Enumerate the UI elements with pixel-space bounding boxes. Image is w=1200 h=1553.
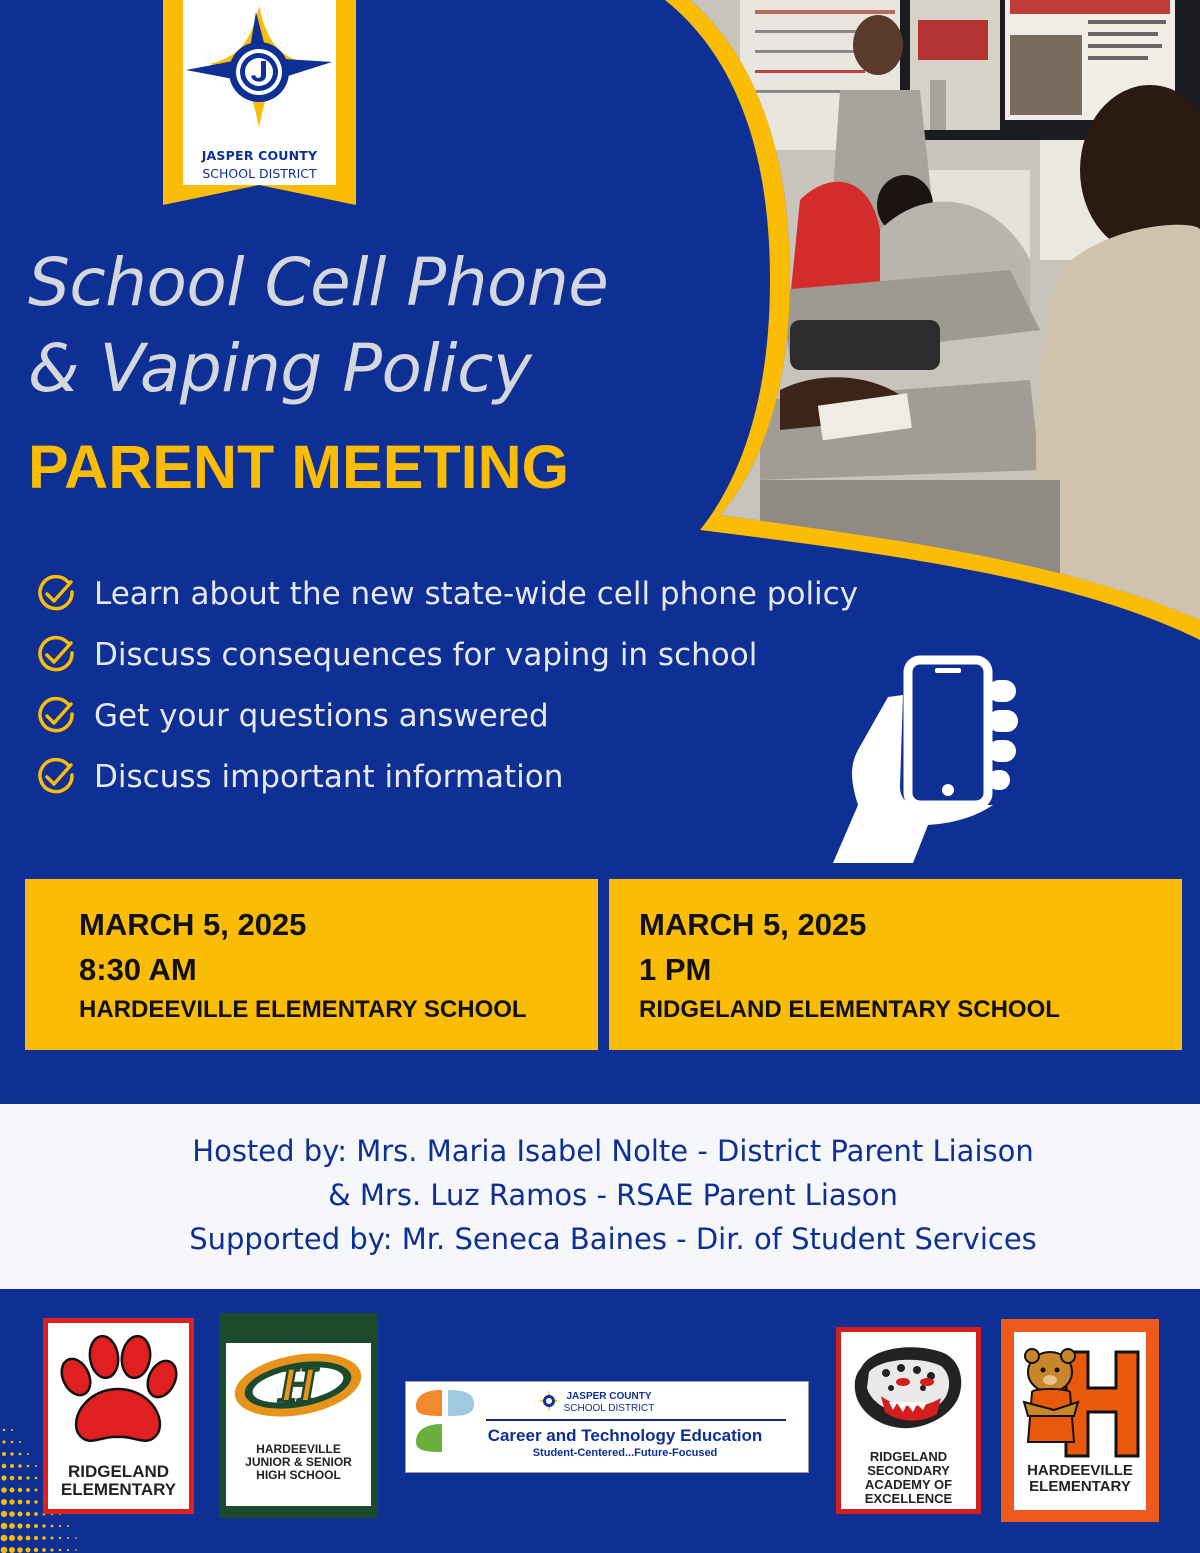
event-time: 1 PM xyxy=(639,952,712,987)
page-title-line2: & Vaping Policy xyxy=(28,330,532,407)
jaguar-head-icon xyxy=(841,1338,976,1438)
hardeeville-elementary-panel xyxy=(1014,1332,1146,1510)
check-circle-icon xyxy=(36,574,76,614)
hardeeville-h-emblem-icon xyxy=(226,1343,371,1433)
bullet-text: Discuss important information xyxy=(94,758,564,795)
bullet-text: Get your questions answered xyxy=(94,697,549,734)
bullet-item xyxy=(36,624,896,685)
page-title-line1: School Cell Phone xyxy=(28,244,609,321)
hosted-by-line: Hosted by: Mrs. Maria Isabel Nolte - District Parent Liaison xyxy=(192,1134,1034,1168)
cte-title: Career and Technology Education xyxy=(487,1426,763,1445)
supported-by-line: Supported by: Mr. Seneca Baines - Dir. of Student Services xyxy=(189,1222,1037,1256)
rsae-line1: RIDGELAND xyxy=(869,1449,948,1464)
check-circle-icon xyxy=(36,635,76,675)
svg-text:H: H xyxy=(278,1356,318,1412)
event-location: RIDGELAND ELEMENTARY SCHOOL xyxy=(639,996,1060,1023)
bullet-item xyxy=(36,685,896,746)
event-time: 8:30 AM xyxy=(79,952,197,987)
hardeeville-jshs-line1: HARDEEVILLE xyxy=(256,1442,341,1456)
district-name-line2: SCHOOL DISTRICT xyxy=(202,166,317,181)
event-card-ridgeland xyxy=(609,879,1182,1050)
ridgeland-elementary-line2: ELEMENTARY xyxy=(60,1480,177,1499)
co-host-line: & Mrs. Luz Ramos - RSAE Parent Liason xyxy=(328,1178,898,1212)
event-date: MARCH 5, 2025 xyxy=(639,907,867,942)
paw-print-icon xyxy=(48,1331,189,1451)
rsae-logo xyxy=(836,1327,981,1514)
event-location: HARDEEVILLE ELEMENTARY SCHOOL xyxy=(79,996,527,1023)
ridgeland-elementary-line1: RIDGELAND xyxy=(67,1462,170,1481)
rsae-line3: ACADEMY OF xyxy=(864,1477,953,1492)
hardeeville-jshs-line3: HIGH SCHOOL xyxy=(256,1468,341,1482)
career-technology-education-logo xyxy=(405,1381,809,1473)
hosts-section xyxy=(0,1104,1200,1289)
meeting-subtitle: PARENT MEETING xyxy=(28,433,570,501)
event-card-hardeeville xyxy=(25,879,598,1050)
cte-tagline: Student-Centered...Future-Focused xyxy=(532,1447,718,1459)
cte-divider xyxy=(486,1419,786,1421)
rsae-line2: SECONDARY xyxy=(867,1463,950,1478)
bullet-text: Discuss consequences for vaping in school xyxy=(94,636,758,673)
bullet-item xyxy=(36,746,896,807)
ridgeland-elementary-logo xyxy=(43,1318,194,1514)
hardeeville-elementary-line2: ELEMENTARY xyxy=(1029,1478,1131,1495)
check-circle-icon xyxy=(36,757,76,797)
hornet-mascot-h-icon xyxy=(1014,1332,1146,1462)
district-name-line1: JASPER COUNTY xyxy=(201,148,318,163)
hardeeville-elementary-line1: HARDEEVILLE xyxy=(1027,1462,1133,1479)
hardeeville-elementary-logo xyxy=(1001,1319,1159,1522)
cte-district-line1: JASPER COUNTY xyxy=(566,1391,652,1402)
bullet-list xyxy=(36,563,896,807)
hardeeville-jshs-panel xyxy=(226,1343,371,1506)
cte-district-line2: SCHOOL DISTRICT xyxy=(563,1403,655,1414)
hardeeville-jshs-line2: JUNIOR & SENIOR xyxy=(245,1455,352,1469)
hardeeville-jshs-logo xyxy=(219,1313,378,1518)
bullet-text: Learn about the new state-wide cell phone policy xyxy=(94,575,859,612)
district-logo xyxy=(163,0,356,205)
rsae-line4: EXCELLENCE xyxy=(864,1491,953,1506)
bullet-item xyxy=(36,563,896,624)
check-circle-icon xyxy=(36,696,76,736)
event-date: MARCH 5, 2025 xyxy=(79,907,307,942)
hand-holding-phone-icon xyxy=(828,655,1028,865)
